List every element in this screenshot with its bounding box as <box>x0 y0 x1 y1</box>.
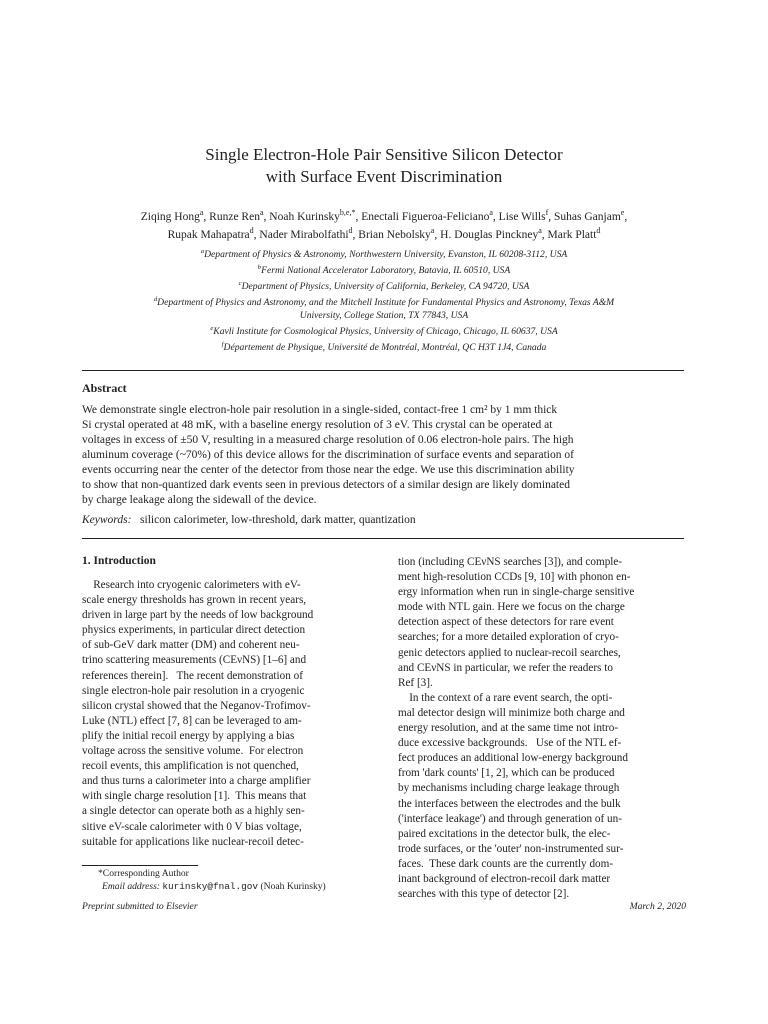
footnote-corresponding: *Corresponding Author <box>98 868 189 879</box>
body-line: In the context of a rare event search, the opti- <box>398 691 613 704</box>
affiliation-line: $^b$Fermi National Accelerator Laboratory, Batavia, IL 60510, USA <box>257 263 511 277</box>
body-line: single electron-hole pair resolution in a cryogenic <box>82 684 305 697</box>
right-column <box>398 555 688 902</box>
email-link[interactable]: kurinsky@fnal.gov <box>162 880 259 892</box>
author-line-2: Rupak Mahapatra$^d$, Nader Mirabolfathi$^d$, Brian Nebolsky$^a$, H. Douglas Pinckney$^a$, Mark Platt$^d$ <box>167 225 601 241</box>
body-line: by mechanisms including charge leakage through <box>398 782 620 795</box>
body-line: searches with this type of detector [2]. <box>398 888 570 901</box>
body-line: ergy information when run in single-charge sensitive <box>398 586 635 599</box>
title-line-1: Single Electron-Hole Pair Sensitive Silicon Detector <box>205 145 563 164</box>
body-line: and thus turns a calorimeter into a charge amplifier <box>82 775 311 788</box>
body-line: ('interface leakage') and through generation of un- <box>398 812 622 825</box>
body-line: and CEνNS in particular, we refer the readers to <box>398 661 613 674</box>
abstract-bottom-rule <box>82 538 684 539</box>
body-line: searches; for a more detailed exploration of cryo- <box>398 631 619 644</box>
keywords-label: Keywords: <box>82 514 132 526</box>
affiliation-list <box>40 246 728 355</box>
body-line: inant background of electron-recoil dark matter <box>398 872 611 885</box>
abstract-line: We demonstrate single electron-hole pair resolution in a single-sided, contact-free 1 cm² by 1 mm thick <box>82 404 558 416</box>
body-line: ment high-resolution CCDs [9, 10] with phonon en- <box>398 571 631 584</box>
body-line: genic detectors applied to nuclear-recoil searches, <box>398 646 621 659</box>
body-line: of sub-GeV dark matter (DM) and coherent neu- <box>82 639 300 652</box>
body-line: tion (including CEνNS searches [3]), and comple- <box>398 556 623 568</box>
affiliation-line: $^c$Department of Physics, University of California, Berkeley, CA 94720, USA <box>238 279 530 293</box>
left-column <box>82 578 372 850</box>
title-line-2: with Surface Event Discrimination <box>265 167 503 186</box>
body-line: detection aspect of these detectors for rare event <box>398 616 614 629</box>
body-line: mode with NTL gain. Here we focus on the charge <box>398 601 625 614</box>
body-line: mal detector design will minimize both charge and <box>398 706 625 719</box>
body-line: silicon crystal showed that the Neganov-Trofimov- <box>82 699 311 712</box>
body-line: faces. These dark counts are the currently dom- <box>398 857 614 870</box>
keywords <box>82 514 416 526</box>
body-line: duce excessive backgrounds. Use of the NTL ef- <box>398 737 622 750</box>
footer-date: March 2, 2020 <box>629 901 686 912</box>
body-line: with single charge resolution [1]. This means that <box>82 790 307 803</box>
abstract-line: aluminum coverage (~70%) of this device allows for the discrimination of surface events and separation of <box>82 449 574 461</box>
abstract-top-rule <box>82 370 684 371</box>
body-line: the interfaces between the electrodes and the bulk <box>398 797 621 810</box>
body-line: recoil events, this amplification is not quenched, <box>82 760 299 773</box>
abstract-body <box>82 403 684 508</box>
body-line: a single detector can operate both as a highly sen- <box>82 805 305 818</box>
body-line: voltage across the sensitive volume. For electron <box>82 745 304 758</box>
body-line: plify the initial recoil energy by applying a bias <box>82 729 295 742</box>
abstract-line: events occurring near the center of the detector from those near the edge. We use this discrimination ability <box>82 464 575 476</box>
footnote-rule <box>82 865 198 866</box>
body-line: Luke (NTL) effect [7, 8] can be leveraged to am- <box>82 714 302 727</box>
body-line: driven in large part by the needs of low background <box>82 609 314 622</box>
affiliation-line: $^a$Department of Physics & Astronomy, Northwestern University, Evanston, IL 60208-3112, USA <box>200 248 568 261</box>
footnotes <box>82 868 326 894</box>
body-line: trino scattering measurements (CEνNS) [1–6] and <box>82 654 307 667</box>
affiliation-line: $^e$Kavli Institute for Cosmological Physics, University of Chicago, Chicago, IL 60637, USA <box>210 324 558 337</box>
body-line: scale energy thresholds has grown in recent years, <box>82 594 307 607</box>
body-line: references therein]. The recent demonstration of <box>82 669 303 682</box>
footnote-email-label: Email address: <box>102 880 161 892</box>
body-line: from 'dark counts' [1, 2], which can be produced <box>398 767 615 780</box>
body-line: Research into cryogenic calorimeters with eV- <box>82 579 301 591</box>
footnote-email-name: (Noah Kurinsky) <box>260 880 326 892</box>
body-line: suitable for applications like nuclear-recoil detec- <box>82 835 304 848</box>
body-line: energy resolution, and at the same time not intro- <box>398 722 619 735</box>
body-line: trode surfaces, or the 'outer' non-instrumented sur- <box>398 842 624 855</box>
keywords-text: silicon calorimeter, low-threshold, dark matter, quantization <box>140 514 416 526</box>
affiliation-line: $^f$Département de Physique, Université de Montréal, Montréal, QC H3T 1J4, Canada <box>221 340 547 353</box>
body-line: physics experiments, in particular direct detection <box>82 624 306 637</box>
paper-title <box>0 144 768 188</box>
affiliation-line: University, College Station, TX 77843, USA <box>299 309 469 321</box>
abstract-heading: Abstract <box>82 381 127 395</box>
body-line: fect produces an additional low-energy background <box>398 752 628 765</box>
affiliation-line: $^d$Department of Physics and Astronomy, and the Mitchell Institute for Fundamental Physics and Astronomy, Texas A&M <box>153 295 615 309</box>
abstract-line: Si crystal operated at 48 mK, with a baseline energy resolution of 3 eV. This crystal can be operated at <box>82 419 553 431</box>
section-heading-introduction: 1. Introduction <box>82 555 156 567</box>
body-line: Ref [3]. <box>398 676 433 689</box>
abstract-line: to show that non-quantized dark events seen in previous detectors of a similar design are likely dominated <box>82 479 570 491</box>
abstract-line: by charge leakage along the sidewall of the device. <box>82 494 317 506</box>
author-list <box>40 206 728 242</box>
author-line-1: Ziqing Hong$^a$, Runze Ren$^a$, Noah Kurinsky$^{b,e,*}$, Enectali Figueroa-Feliciano$^a$, Lise Wills$^f$, Suhas Ganjam$^e$, <box>140 208 628 223</box>
body-line: sitive eV-scale calorimeter with 0 V bias voltage, <box>82 820 302 833</box>
footer-preprint: Preprint submitted to Elsevier <box>82 901 198 912</box>
abstract-line: voltages in excess of ±50 V, resulting in a measured charge resolution of 0.06 electron-hole pairs. The high <box>82 434 574 446</box>
footnote-email-line <box>82 881 326 894</box>
body-line: paired excitations in the detector bulk, the elec- <box>398 827 611 840</box>
